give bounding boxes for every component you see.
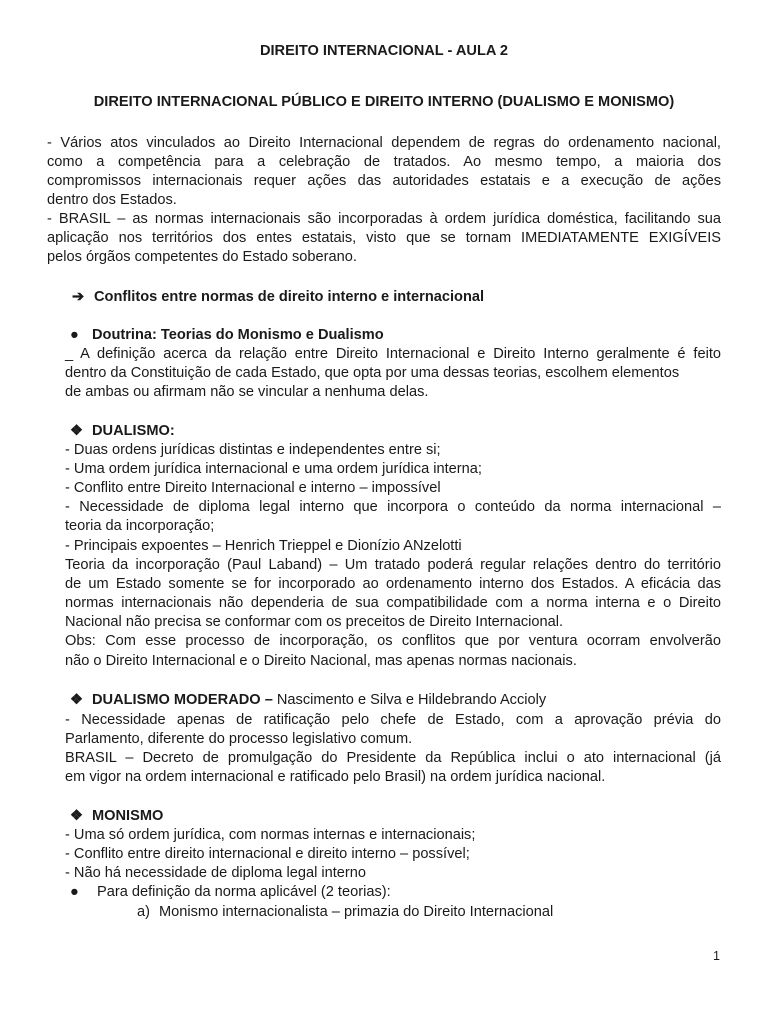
diamond-bullet-icon: ❖ [70,808,84,824]
arrow-icon: ➔ [72,289,85,305]
conflicts-heading: ➔ Conflitos entre normas de direito interno e internacional [72,289,485,305]
intro-line: compromissos internacionais requer ações das autoridades estatais e a execução de ações [47,173,721,189]
dualismo-moderado-line: - Necessidade apenas de ratificação pelo chefe de Estado, com a aprovação prévia do [65,712,721,728]
diamond-bullet-icon: ❖ [70,423,84,439]
dualismo-line: - Duas ordens jurídicas distintas e independentes entre si; [65,442,441,458]
dualismo-line: de um Estado somente se for incorporado ao ordenamento interno dos Estados. A eficácia das [65,576,721,592]
dualismo-line: Obs: Com esse processo de incorporação, os conflitos que por ventura ocorram envolverão [65,633,721,649]
monismo-subitem: a) Monismo internacionalista – primazia do Direito Internacional [137,904,554,920]
monismo-line: - Conflito entre direito internacional e direito interno – possível; [65,846,470,862]
intro-line: pelos órgãos competentes do Estado soberano. [47,249,357,265]
dualismo-line: Teoria da incorporação (Paul Laband) – Um tratado poderá regular relações dentro do território [65,557,721,573]
dualismo-line: teoria da incorporação; [65,518,215,534]
monismo-line: - Não há necessidade de diploma legal interno [65,865,366,881]
intro-line: - BRASIL – as normas internacionais são incorporadas à ordem jurídica doméstica, facilitando sua [47,211,721,227]
doutrina-line: _ A definição acerca da relação entre Direito Internacional e Direito Interno geralmente é feito [65,346,721,362]
intro-line: como a competência para a celebração de tratados. Ao mesmo tempo, a maioria dos [47,154,721,170]
page-number: 1 [713,949,720,963]
doutrina-line: de ambas ou afirmam não se vincular a nenhuma delas. [65,384,429,400]
bullet-icon: ● [70,884,79,900]
dualismo-line: - Uma ordem jurídica internacional e uma ordem jurídica interna; [65,461,482,477]
dualismo-moderado-line: em vigor na ordem internacional e ratificado pelo Brasil) na ordem jurídica nacional. [65,769,606,785]
diamond-bullet-icon: ❖ [70,692,84,708]
dualismo-line: normas internacionais não dependeria de sua compatibilidade com a norma interna e o Direito [65,595,721,611]
intro-line: aplicação nos territórios dos entes estatais, visto que se tornam IMEDIATAMENTE EXIGÍVEIS [47,230,721,246]
dualismo-line: - Conflito entre Direito Internacional e interno – impossível [65,480,441,496]
dualismo-line: - Necessidade de diploma legal interno que incorpora o conteúdo da norma internacional – [65,499,721,515]
document-title: DIREITO INTERNACIONAL - AULA 2 [259,43,509,59]
dualismo-line: Nacional não precisa se conformar com os preceitos de Direito Internacional. [65,614,564,630]
monismo-heading: ❖ MONISMO [70,808,164,824]
intro-line: - Vários atos vinculados ao Direito Internacional dependem de regras do ordenamento nacional, [47,135,721,151]
dualismo-line: - Principais expoentes – Henrich Trieppel e Dionízio ANzelotti [65,538,462,554]
doutrina-line: dentro da Constituição de cada Estado, que opta por uma dessas teorias, escolhem elementos [65,365,680,381]
dualismo-moderado-heading: ❖ DUALISMO MODERADO – Nascimento e Silva e Hildebrando Accioly [70,692,547,708]
bullet-icon: ● [70,327,79,343]
monismo-bullet-item: ● Para definição da norma aplicável (2 teorias): [70,884,391,900]
dualismo-moderado-line: Parlamento, diferente do processo legislativo comum. [65,731,413,747]
dualismo-heading: ❖ DUALISMO: [70,423,175,439]
doutrina-heading: ● Doutrina: Teorias do Monismo e Dualismo [70,327,384,343]
monismo-line: - Uma só ordem jurídica, com normas internas e internacionais; [65,827,476,843]
document-subtitle: DIREITO INTERNACIONAL PÚBLICO E DIREITO INTERNO (DUALISMO E MONISMO) [93,94,675,110]
intro-line: dentro dos Estados. [47,192,177,208]
dualismo-line: não o Direito Internacional e o Direito Nacional, mas apenas normas nacionais. [65,653,577,669]
dualismo-moderado-line: BRASIL – Decreto de promulgação do Presidente da República inclui o ato internacional (já [65,750,721,766]
